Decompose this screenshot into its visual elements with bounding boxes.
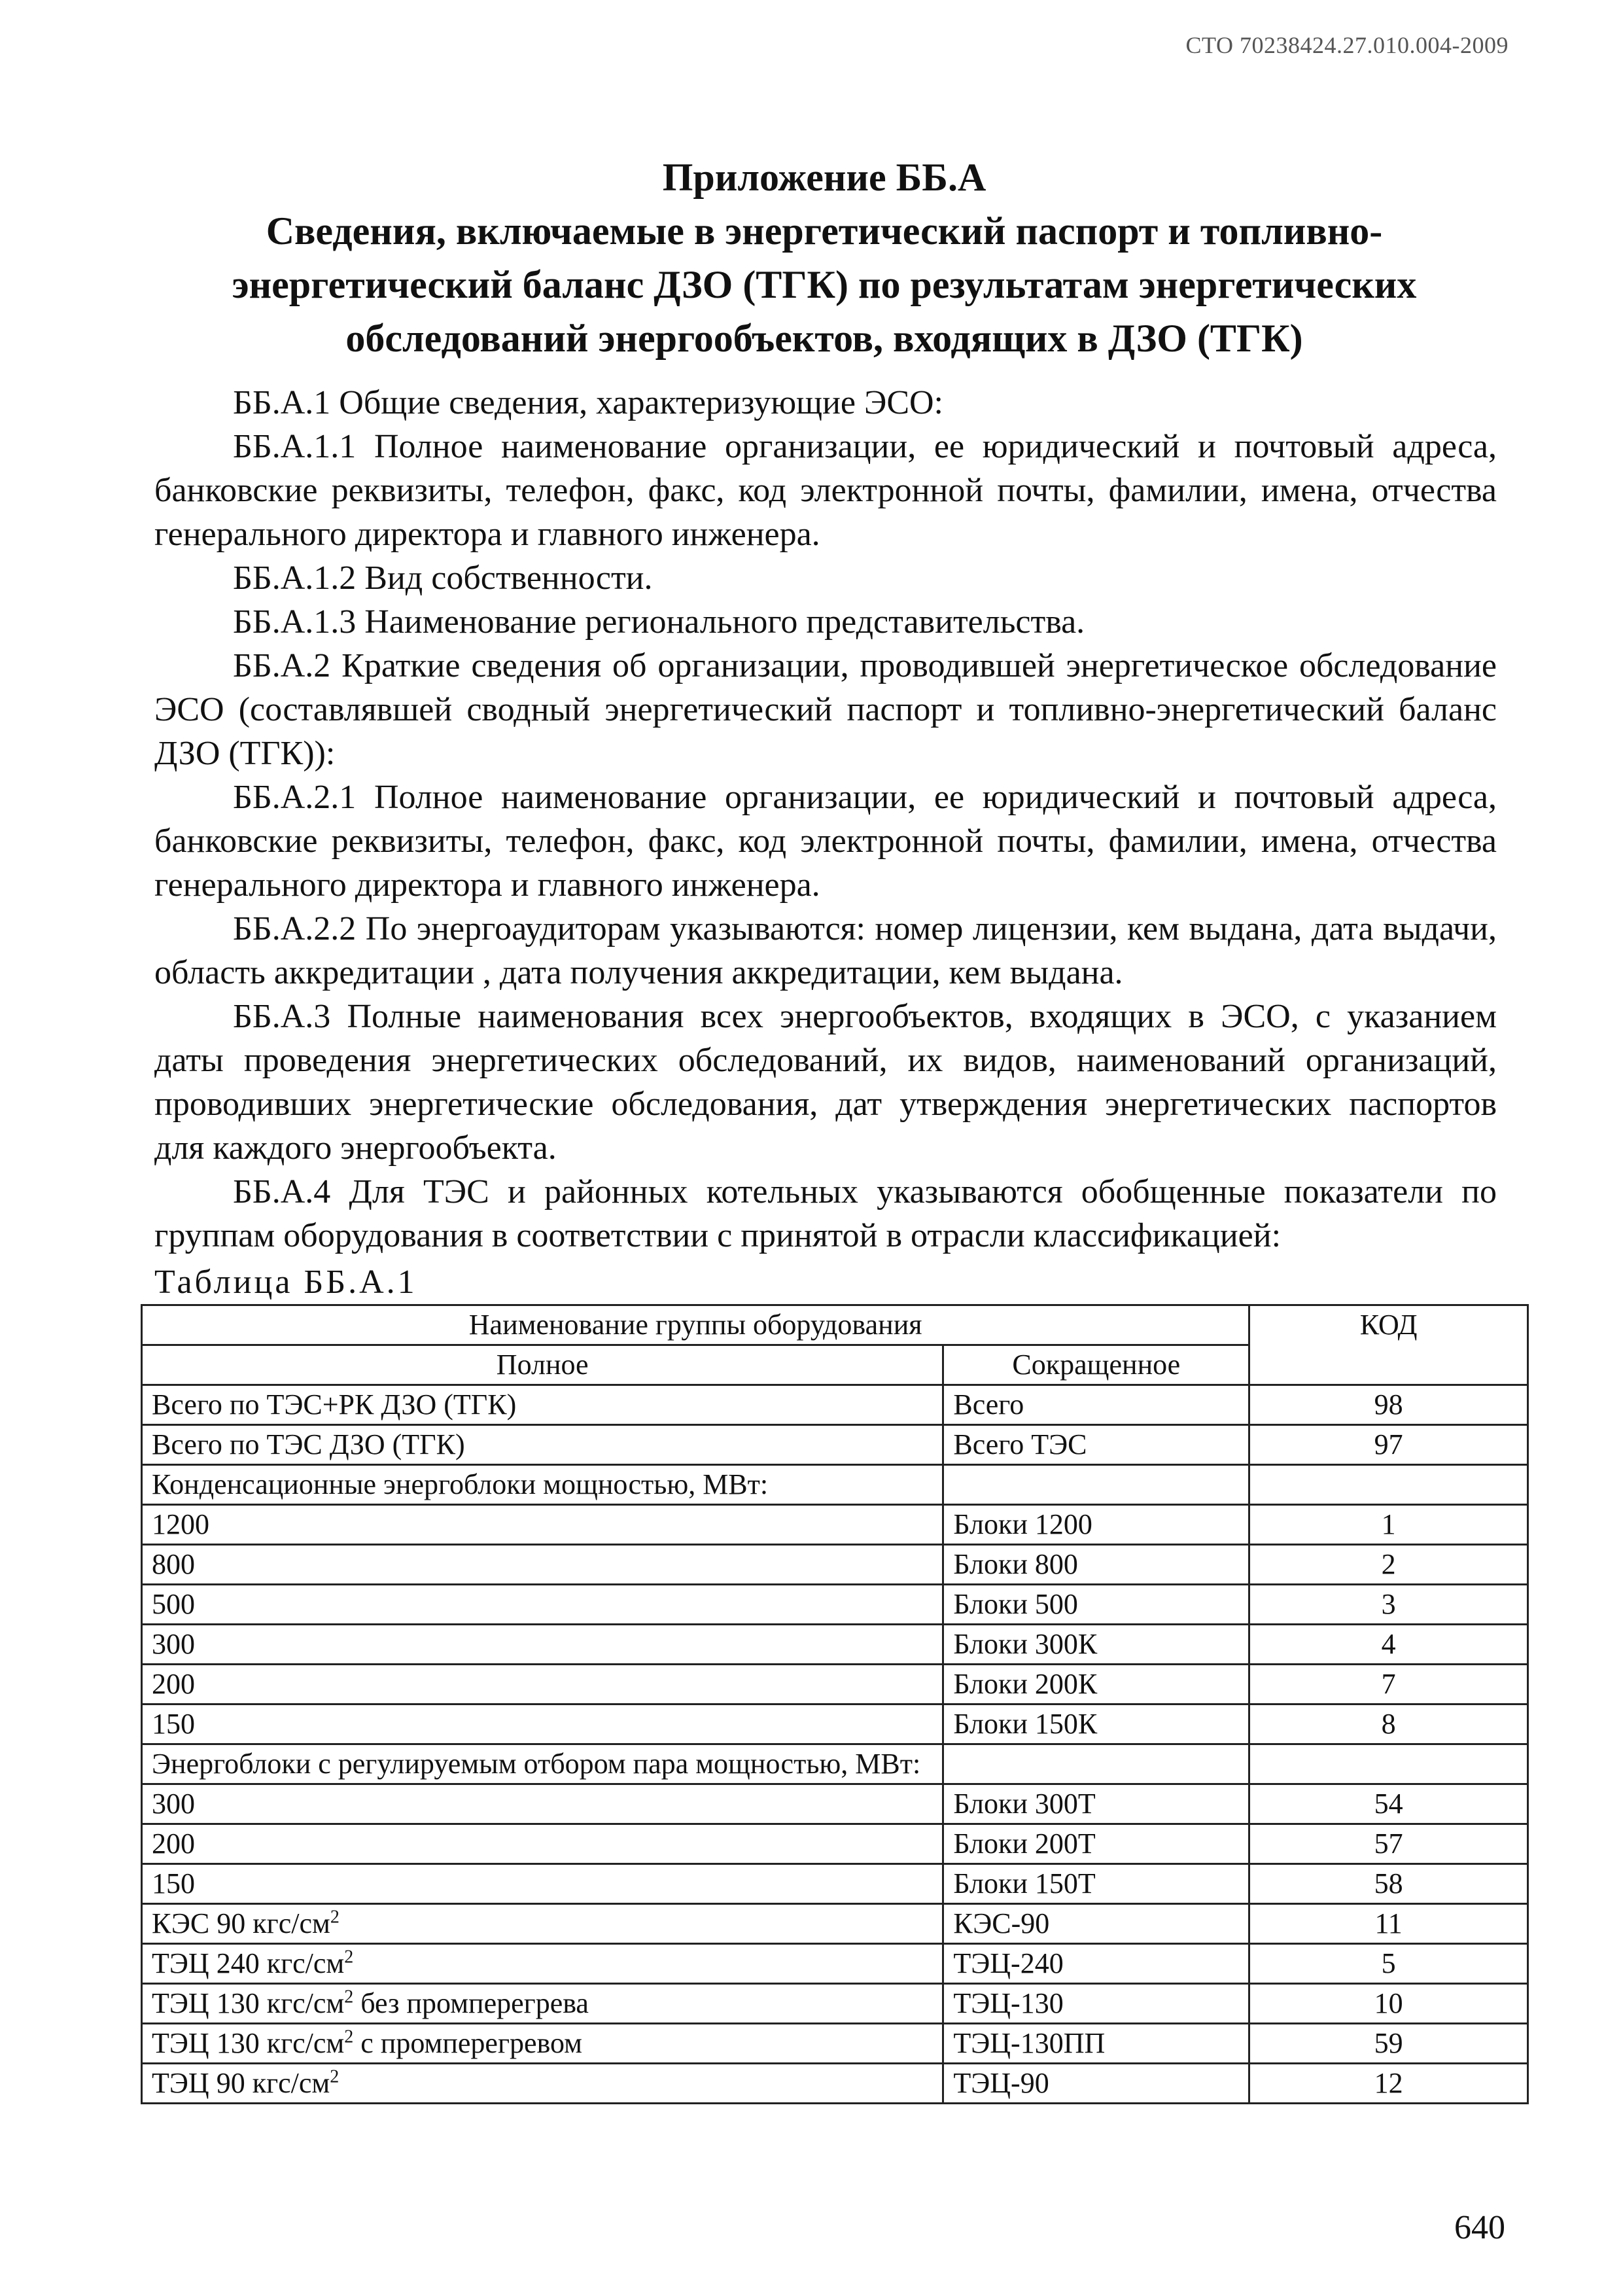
cell-full-name xyxy=(142,1665,943,1704)
cell-short-name: ТЭЦ-240 xyxy=(943,1944,1249,1984)
cell-full-name xyxy=(142,1984,943,2024)
cell-code: 97 xyxy=(1249,1425,1528,1465)
cell-short-name: ТЭЦ-90 xyxy=(943,2064,1249,2104)
cell-full-name xyxy=(142,1744,943,1784)
table-row xyxy=(142,1824,1528,1864)
cell-full-name-text: 800 xyxy=(152,1548,195,1580)
paragraph: ББ.А.2.1 Полное наименование организации, ее юридический и почтовый адреса, банковские реквизиты, телефон, факс, код электронной почты, фамилии, имена, отчества генерального директора и главного инженера. xyxy=(154,779,1497,904)
unit-superscript: 2 xyxy=(330,2066,340,2087)
cell-code: 98 xyxy=(1249,1385,1528,1425)
cell-full-name-text: 200 xyxy=(152,1828,195,1860)
appendix-title xyxy=(150,150,1498,365)
cell-code: 2 xyxy=(1249,1545,1528,1585)
cell-code: 4 xyxy=(1249,1625,1528,1665)
paragraph: ББ.А.1 Общие сведения, характеризующие ЭСО: xyxy=(233,384,944,421)
cell-code: 7 xyxy=(1249,1665,1528,1704)
cell-full-name-text: Энергоблоки с регулируемым отбором пара мощностью, МВт: xyxy=(152,1748,921,1780)
cell-code: 59 xyxy=(1249,2024,1528,2064)
table-row xyxy=(142,1385,1528,1425)
cell-code: 58 xyxy=(1249,1864,1528,1904)
cell-full-name-text: ТЭЦ 90 кгс/см xyxy=(152,2067,330,2099)
cell-full-name-text: 300 xyxy=(152,1788,195,1820)
cell-code xyxy=(1249,1465,1528,1505)
cell-full-name-text: Конденсационные энергоблоки мощностью, МВт: xyxy=(152,1468,769,1500)
cell-full-name-suffix: без промперегрева xyxy=(353,1987,589,2019)
cell-short-name: ТЭЦ-130 xyxy=(943,1984,1249,2024)
cell-short-name: Всего xyxy=(943,1385,1249,1425)
table-caption: Таблица ББ.А.1 xyxy=(154,1263,417,1301)
appendix-title-line: энергетический баланс ДЗО (ТГК) по результатам энергетических xyxy=(232,263,1417,306)
cell-full-name xyxy=(142,1784,943,1824)
cell-full-name-text: 300 xyxy=(152,1628,195,1660)
header-code: КОД xyxy=(1249,1305,1528,1385)
cell-short-name: Блоки 300Т xyxy=(943,1784,1249,1824)
table-header-row xyxy=(142,1305,1528,1345)
header-group-name: Наименование группы оборудования xyxy=(142,1305,1249,1345)
cell-full-name-text: 150 xyxy=(152,1708,195,1740)
cell-full-name-suffix: с промперегревом xyxy=(353,2027,582,2059)
header-short-name: Сокращенное xyxy=(943,1345,1249,1385)
cell-full-name-text: ТЭЦ 130 кгс/см xyxy=(152,2027,345,2059)
table-row xyxy=(142,2024,1528,2064)
cell-code: 11 xyxy=(1249,1904,1528,1944)
cell-short-name: Блоки 150К xyxy=(943,1704,1249,1744)
cell-full-name-text: 1200 xyxy=(152,1508,209,1540)
table-row xyxy=(142,1505,1528,1545)
cell-code: 3 xyxy=(1249,1585,1528,1625)
paragraph: ББ.А.4 Для ТЭС и районных котельных указываются обобщенные показатели по группам оборудования в соответствии с принятой в отрасли классификацией: xyxy=(154,1173,1497,1254)
cell-full-name xyxy=(142,1465,943,1505)
cell-short-name: Блоки 1200 xyxy=(943,1505,1249,1545)
paragraph: ББ.А.3 Полные наименования всех энергообъектов, входящих в ЭСО, с указанием даты проведения энергетических обследований, их видов, наименований организаций, проводивших энергетические обследования, дат утверждения энергетических паспортов для каждого энергообъекта. xyxy=(154,998,1497,1167)
unit-superscript: 2 xyxy=(344,1947,354,1968)
cell-short-name: Блоки 150Т xyxy=(943,1864,1249,1904)
cell-full-name xyxy=(142,2024,943,2064)
table-row xyxy=(142,1585,1528,1625)
table-row xyxy=(142,1425,1528,1465)
appendix-title-line: Приложение ББ.А xyxy=(662,156,986,199)
cell-code: 1 xyxy=(1249,1505,1528,1545)
cell-short-name: Блоки 500 xyxy=(943,1585,1249,1625)
cell-short-name: Всего ТЭС xyxy=(943,1425,1249,1465)
body-text xyxy=(154,381,1497,1258)
cell-full-name-text: КЭС 90 кгс/см xyxy=(152,1907,330,1939)
table-row xyxy=(142,1904,1528,1944)
equipment-table xyxy=(141,1304,1529,2104)
cell-full-name-text: ТЭЦ 240 кгс/см xyxy=(152,1947,345,1979)
cell-full-name-text: Всего по ТЭС ДЗО (ТГК) xyxy=(152,1428,465,1460)
cell-full-name xyxy=(142,1385,943,1425)
table-row xyxy=(142,1744,1528,1784)
unit-superscript: 2 xyxy=(330,1907,340,1928)
table-row xyxy=(142,1665,1528,1704)
cell-full-name-text: 200 xyxy=(152,1668,195,1700)
cell-short-name: Блоки 300К xyxy=(943,1625,1249,1665)
page-number: 640 xyxy=(1454,2209,1505,2246)
cell-full-name xyxy=(142,2064,943,2104)
cell-code: 54 xyxy=(1249,1784,1528,1824)
cell-short-name xyxy=(943,1744,1249,1784)
table-row xyxy=(142,2064,1528,2104)
cell-full-name xyxy=(142,1425,943,1465)
table-row xyxy=(142,1944,1528,1984)
cell-full-name-text: Всего по ТЭС+РК ДЗО (ТГК) xyxy=(152,1388,517,1421)
appendix-title-line: Сведения, включаемые в энергетический паспорт и топливно- xyxy=(266,209,1383,253)
cell-code xyxy=(1249,1744,1528,1784)
paragraph: ББ.А.2 Краткие сведения об организации, проводившей энергетическое обследование ЭСО (составлявшей сводный энергетический паспорт и топливно-энергетический баланс ДЗО (ТГК)): xyxy=(154,647,1497,772)
cell-short-name: КЭС-90 xyxy=(943,1904,1249,1944)
cell-full-name xyxy=(142,1944,943,1984)
cell-code: 5 xyxy=(1249,1944,1528,1984)
table-row xyxy=(142,1465,1528,1505)
cell-code: 12 xyxy=(1249,2064,1528,2104)
cell-full-name-text: 150 xyxy=(152,1867,195,1899)
table-row xyxy=(142,1864,1528,1904)
appendix-title-line: обследований энергообъектов, входящих в ДЗО (ТГК) xyxy=(345,317,1303,360)
table-body xyxy=(142,1385,1528,2104)
cell-full-name-text: 500 xyxy=(152,1588,195,1620)
cell-full-name xyxy=(142,1704,943,1744)
unit-superscript: 2 xyxy=(344,2026,354,2047)
cell-short-name: Блоки 800 xyxy=(943,1545,1249,1585)
cell-full-name xyxy=(142,1585,943,1625)
table-row xyxy=(142,1625,1528,1665)
cell-full-name xyxy=(142,1545,943,1585)
table-row xyxy=(142,1984,1528,2024)
unit-superscript: 2 xyxy=(344,1987,354,2007)
document-code: СТО 70238424.27.010.004-2009 xyxy=(1185,32,1509,58)
cell-code: 8 xyxy=(1249,1704,1528,1744)
cell-code: 10 xyxy=(1249,1984,1528,2024)
cell-short-name: Блоки 200К xyxy=(943,1665,1249,1704)
paragraph: ББ.А.1.1 Полное наименование организации, ее юридический и почтовый адреса, банковские реквизиты, телефон, факс, код электронной почты, фамилии, имена, отчества генерального директора и главного инженера. xyxy=(154,428,1497,553)
paragraph: ББ.А.2.2 По энергоаудиторам указываются: номер лицензии, кем выдана, дата выдачи, область аккредитации , дата получения аккредитации, кем выдана. xyxy=(154,910,1497,991)
cell-short-name xyxy=(943,1465,1249,1505)
cell-short-name: Блоки 200Т xyxy=(943,1824,1249,1864)
paragraph: ББ.А.1.3 Наименование регионального представительства. xyxy=(233,603,1085,641)
cell-full-name xyxy=(142,1864,943,1904)
cell-code: 57 xyxy=(1249,1824,1528,1864)
cell-full-name xyxy=(142,1904,943,1944)
cell-full-name xyxy=(142,1505,943,1545)
cell-full-name xyxy=(142,1824,943,1864)
table-row xyxy=(142,1704,1528,1744)
header-full-name: Полное xyxy=(142,1345,943,1385)
cell-short-name: ТЭЦ-130ПП xyxy=(943,2024,1249,2064)
paragraph: ББ.А.1.2 Вид собственности. xyxy=(233,559,653,597)
cell-full-name xyxy=(142,1625,943,1665)
cell-full-name-text: ТЭЦ 130 кгс/см xyxy=(152,1987,345,2019)
table-row xyxy=(142,1545,1528,1585)
table-row xyxy=(142,1784,1528,1824)
